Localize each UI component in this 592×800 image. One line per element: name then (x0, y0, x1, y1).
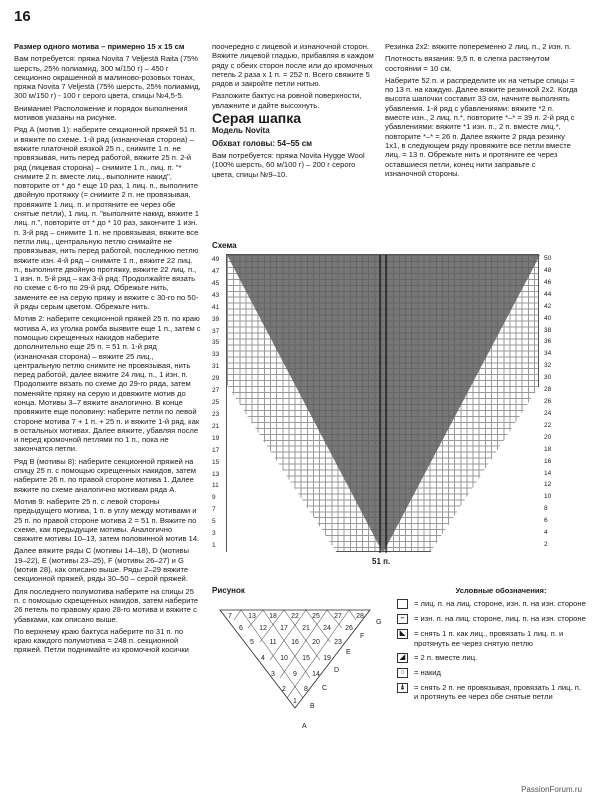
left-column (14, 42, 202, 658)
legend-item (386, 614, 586, 624)
row-number-left: 7 (212, 506, 216, 514)
diagram-number: 28 (356, 613, 364, 620)
row-a-text: Ряд А (мотив 1): наберите секционной пряжей 51 п. и вяжите по схеме. 1-й ряд (изнаночная сторона) – вяжите платочной вязкой 25 п., снимите 1 п. не провязывая, нить перед работой, вяжите 25 п. 2-й ряд (лицевая сторона) – снимите 1 п., лиц. п. "* снимите 2 п. вместе лиц., выполните накид", повторите от * до * еще 10 раз, 1 лиц. п., выполните двойную протяжку (= снимите 2 п. не провязывая, провяжите 1 лиц. п. и протяните ее через обе снятые петли), 1 лиц. п. "выполните накид, вяжите 1 лиц. п.", повторите от * до * 10 раз, закончите 1 изн. п. 3-й ряд – снимите 1 п. не провязывая, вяжите все петли лиц., центральную петлю снимайте не провязывая, нить перед работой, последнюю петлю вяжите изн. 4-й ряд – снимите 1 п., вяжите 22 лиц. п., выполните двойную протяжку, вяжите 22 лиц. п., 1 изн. п. 5-й ряд – как 3-й ряд. Продолжайте вязать по схеме с 6-го по 29-й ряд. Обрежьте нить, замените ее на серую пряжу и вяжите с 30-го по 50-й ряды серым цветом. Обрежьте нить. (14, 125, 200, 312)
row-number-left: 37 (212, 327, 220, 335)
diagram-number: 1 (293, 698, 297, 705)
width-label: 51 п. (372, 557, 391, 566)
diagram-number: 10 (280, 655, 288, 662)
row-number-left: 3 (212, 530, 216, 538)
hat-materials: Вам потребуется: пряжа Novita Hygge Wool (100% шерсть, 60 м/100 г) – 200 г серого цвета, спицы №9–10. (212, 150, 365, 179)
last-half-text: Для последнего полумотива наберите на спицы 25 п. с помощью скрещенных накидов, затем наберите 26 петель по правому краю 28-го мотива и вяжите с убавками, как описано выше. (14, 586, 199, 624)
legend-item (386, 629, 586, 648)
diagram-number: 27 (334, 613, 342, 620)
legend-text: = снять 1 п. как лиц., провязать 1 лиц. п. и протянуть ее через снятую петлю (414, 629, 564, 648)
legend-item (386, 668, 586, 678)
gauge-text: Плотность вязания: 9,5 п. в слегка растянутом состоянии = 10 см. (385, 54, 550, 73)
legend-symbol-icon (397, 599, 408, 609)
row-number-left: 43 (212, 291, 220, 299)
diagram-letter: E (346, 649, 351, 656)
legend-title: Условные обозначения: (455, 586, 547, 595)
row-number-right: 50 (544, 255, 552, 262)
schema-title: Схема (212, 241, 237, 250)
row-number-right: 30 (544, 374, 552, 382)
row-number-right: 16 (544, 457, 552, 465)
legend-text: = снять 2 п. не провязывая, провязать 1 лиц. п. и протянуть ее через обе снятые петли (414, 682, 581, 702)
row-number-right: 44 (544, 290, 552, 298)
diagram-number: 9 (293, 671, 297, 678)
row-number-right: 28 (544, 386, 552, 394)
diagram-letter: B (310, 703, 315, 710)
legend-text: = накид (414, 667, 441, 677)
rows-cg-text: Далее вяжите ряды С (мотивы 14–18), D (мотивы 19–22), E (мотивы 23–25), F (мотивы 26–27) и G (мотив 28), как описано выше. Ряды 2–29 вяжите секционной пряжей, ряды 30–50 – серой пряжей. (14, 546, 189, 584)
legend (386, 586, 586, 706)
diagram-number: 6 (239, 625, 243, 632)
legend-symbol-icon: – (397, 614, 408, 624)
diagram-number: 20 (312, 639, 320, 646)
row-number-right: 40 (544, 314, 552, 322)
section-title: Серая шапка (212, 110, 301, 127)
row-number-right: 8 (544, 505, 548, 513)
row-number-right: 12 (544, 481, 552, 489)
legend-item (386, 599, 586, 609)
motif-9-text: Мотив 9: наберите 25 п. с левой стороны предыдущего мотива, 1 п. в углу между мотивами и 25 п. по правой стороне мотива 2 = 51 п. Вяжите по схеме, как предыдущие мотивы. Аналогично свяжите мотивы 10–13, затем половинной мотив 14. (14, 496, 200, 544)
row-number-right: 46 (544, 278, 552, 286)
row-number-left: 9 (212, 494, 216, 502)
diagram-number: 19 (323, 655, 331, 662)
legend-text: = 2 п. вместе лиц. (414, 652, 478, 662)
row-number-right: 4 (544, 529, 548, 537)
row-number-left: 39 (212, 315, 220, 323)
row-number-right: 20 (544, 433, 552, 441)
knitting-chart (226, 254, 539, 552)
row-number-left: 13 (212, 470, 220, 478)
diagram-number: 2 (282, 686, 286, 693)
row-number-left: 1 (212, 542, 216, 550)
diagram-number: 26 (345, 625, 353, 632)
legend-items (386, 599, 586, 701)
legend-symbol-icon: ⍋ (397, 683, 408, 693)
diagram-number: 16 (291, 639, 299, 646)
row-number-left: 35 (212, 339, 220, 347)
diagram-number: 12 (259, 625, 267, 632)
materials: Вам потребуется: пряжа Novita 7 Veljestä Raita (75% шерсть, 25% полиамид, 300 м/150 г) – 450 г секционно окрашенной в малиново-розовых тонах, пряжа Novita 7 Veljestä (75% шерсть, 25% полиамид, 300 м/150 г) - 100 г серого цвета, спицы №4,5-5. (14, 54, 201, 101)
legend-text: = лиц. п. на лиц. стороне, изн. п. на изн. стороне (414, 599, 586, 609)
diagram-letter: G (376, 619, 382, 626)
continue-text: поочередно с лицевой и изнаночной сторон. Вяжите лицевой гладью, прибавляя в каждом ряду с обеих сторон после или до кромочных петель 2 раза x 1 п. = 252 п. Всего свяжите 5 рядов и закройте петли нитью. (212, 42, 374, 89)
row-number-left: 11 (212, 482, 219, 490)
diagram-number: 5 (250, 639, 254, 646)
diagram-number: 14 (312, 671, 320, 678)
diagram-number: 17 (280, 625, 288, 632)
diagram-letter: C (322, 685, 328, 692)
row-number-left: 19 (212, 434, 220, 442)
chart-shading (227, 255, 540, 553)
row-number-right: 48 (544, 266, 552, 274)
row-number-right: 2 (544, 541, 548, 549)
row-number-left: 47 (212, 267, 220, 275)
row-number-right: 14 (544, 469, 552, 477)
diagram-number: 21 (302, 625, 310, 632)
diagram-letter: F (360, 633, 365, 640)
row-number-right: 34 (544, 350, 552, 358)
row-number-left: 23 (212, 410, 220, 418)
legend-symbol-icon: ○ (397, 668, 408, 678)
legend-symbol-icon: ◢ (397, 653, 408, 663)
row-number-left: 15 (212, 458, 220, 466)
diagram-number: 13 (248, 613, 256, 620)
row-number-right: 42 (544, 302, 552, 310)
row-number-left: 31 (212, 363, 220, 371)
top-edge-text: По верхнему краю бактуса наберите по 31 п. по краю каждого полумотива = 248 п. секционной пряжей. Петли поднимайте из кромочной косички (14, 626, 189, 655)
legend-item (386, 653, 586, 663)
model-label: Модель Novita (212, 126, 270, 136)
motif-2-text: Мотив 2: наберите секционной пряжей 25 п. по краю мотива А, из уголка ромба выявите еще 1 п., затем с помощью скрещенных накидов наберите дополнительно еще 25 п. = 51 п. 1-й ряд (изнаночная сторона) – вяжите 25 лиц., центральную петлю снимите не провязывая, нить перед работой, далее вяжите 24 лиц. п., 1 изн. п. Продолжите вязать по схеме до 29-го ряда, затем поменяйте пряжу на серую и довяжите мотив до конца. Мотивы 3–7 вяжите аналогично. В конце провяжите еще половину: наберите петли по левой стороне мотива 7 + 1 п. + 25 п. и вяжите 1-й ряд, как в остальных мотивах. Далее вяжите, убавляя после и перед кромочной петлями по 1 п., пока не закончатся петли. (14, 314, 201, 454)
row-number-right: 22 (544, 421, 552, 429)
finishing-text: Разложите бактус на ровной поверхности, увлажните и дайте высохнуть. (212, 91, 362, 110)
row-number-right: 10 (544, 493, 552, 501)
row-number-left: 49 (212, 256, 220, 263)
legend-symbol-icon: ◣ (397, 629, 408, 639)
diagram-number: 23 (334, 639, 342, 646)
rib-text: Резинка 2х2: вяжите попеременно 2 лиц. п., 2 изн. п. (385, 42, 572, 51)
row-number-left: 29 (212, 375, 220, 383)
row-number-left: 27 (212, 387, 220, 395)
row-number-left: 33 (212, 351, 220, 359)
row-number-right: 38 (544, 326, 552, 334)
diagram-number: 25 (312, 613, 320, 620)
note: Внимание! Расположение и порядок выполнения мотивов указаны на рисунке. (14, 103, 188, 123)
row-number-left: 21 (212, 422, 220, 430)
row-number-left: 5 (212, 518, 216, 526)
diagram-number: 18 (269, 613, 277, 620)
diagram-title: Рисунок (212, 586, 245, 595)
legend-item (386, 683, 586, 702)
diagram-number: 24 (323, 625, 331, 632)
row-number-right: 18 (544, 445, 552, 453)
row-number-left: 17 (212, 446, 220, 454)
hat-instructions: Наберите 52 п. и распределите их на четыре спицы = по 13 п. на каждую. Далее вяжите резинкой 2х2. Когда высота шапочки составит 33 см, начните выполнять убавления. 1-й ряд с убавлениями: вяжите *2 п. вместе изн., 2 лиц. п.*, повторите *–* = 39 п. 2-й ряд с убавлениями: вяжите *1 изн. п., 2 п. вместе лиц.*, повторите *–* = 26 п. Далее вяжите 2 ряда резинку 1х1, в следующем ряду провяжите все петли вместе лиц. = 13 п. Обрежьте нить и протяните ее через оставшиеся петли, конец нити заправьте с изнаночной стороны. (385, 75, 578, 178)
diagram-number: 3 (271, 671, 275, 678)
watermark: PassionForum.ru (521, 785, 582, 794)
motif-size: Размер одного мотива – примерно 15 х 15 см (14, 42, 185, 51)
diagram-number: 22 (291, 613, 299, 620)
layout-diagram (210, 598, 380, 738)
row-number-right: 6 (544, 517, 548, 525)
size-label: Обхват головы: 54–55 см (212, 138, 313, 148)
middle-column (212, 42, 374, 182)
row-number-right: 32 (544, 362, 552, 370)
row-number-right: 36 (544, 338, 552, 346)
row-b-text: Ряд В (мотивы 8): наберите секционной пряжей на спицу 25 п. с помощью скрещенных накидов, затем наберите 26 п. по правой стороне мотива 1. Далее вяжите по схеме аналогично мотивам ряда А. (14, 456, 196, 494)
row-number-right: 24 (544, 409, 552, 417)
row-number-left: 45 (212, 279, 220, 287)
legend-text: = изн. п. на лиц. стороне, лиц. п. на изн. стороне (414, 614, 586, 624)
diagram-letter: A (302, 723, 307, 730)
row-number-right: 26 (544, 398, 552, 406)
diagram-number: 4 (261, 655, 265, 662)
diagram-letter: D (334, 667, 340, 674)
diagram-number: 15 (302, 655, 310, 662)
page-number: 16 (14, 8, 31, 25)
right-column (385, 42, 578, 181)
diagram-number: 7 (228, 613, 232, 620)
row-number-left: 25 (212, 399, 220, 407)
diagram-number: 8 (304, 686, 308, 693)
row-number-left: 41 (212, 303, 220, 311)
diagram-number: 11 (269, 639, 277, 646)
